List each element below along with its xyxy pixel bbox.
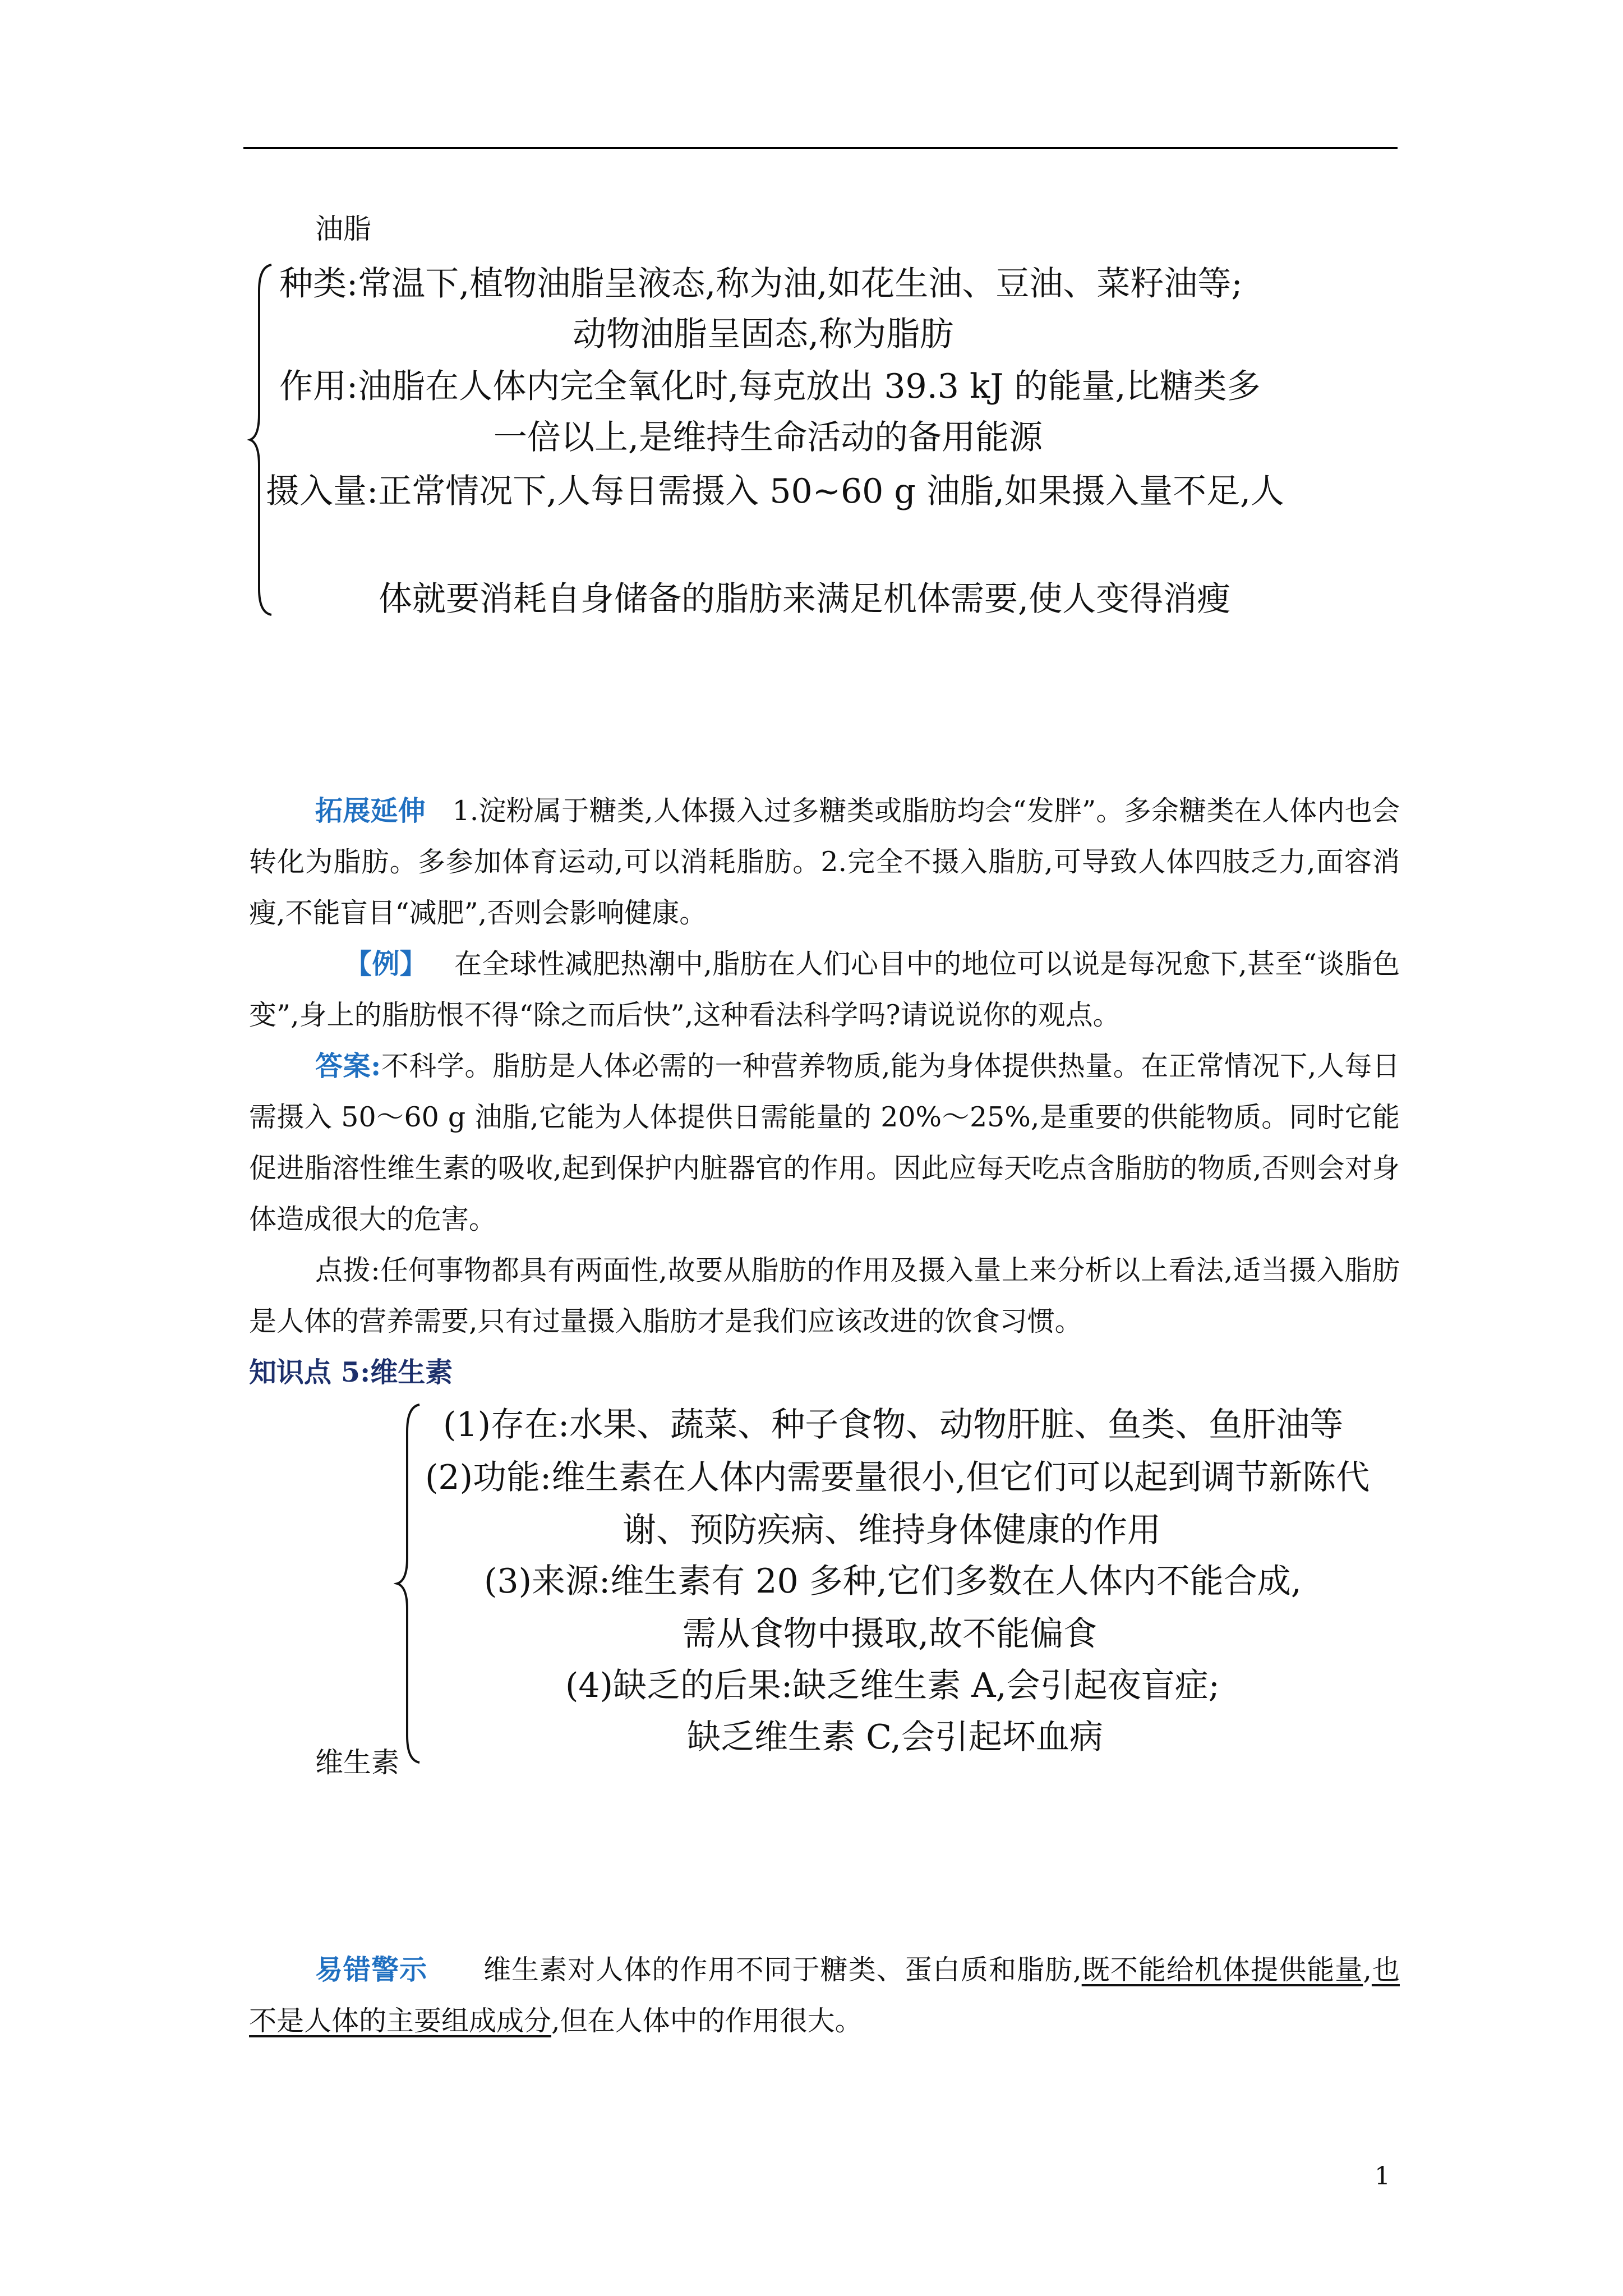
warning-paragraph	[249, 1944, 1400, 2046]
example-paragraph	[249, 938, 1400, 1041]
vitamin-line-function: (2)功能:维生素在人体内需要量很小,但它们可以起到调节新陈代	[425, 1458, 1370, 1497]
oil-line-kinds-2: 动物油脂呈固态,称为脂肪	[573, 315, 954, 354]
vitamin-heading: 维生素	[315, 1746, 399, 1779]
hint-paragraph: 点拨:任何事物都具有两面性,故要从脂肪的作用及摄入量上来分析以上看法,适当摄入脂肪是人体的营养需要,只有过量摄入脂肪才是我们应该改进的饮食习惯。	[249, 1254, 1400, 1337]
answer-label: 答案:	[315, 1050, 381, 1082]
page-number: 1	[1375, 2162, 1390, 2191]
extension-label: 拓展延伸	[315, 794, 426, 827]
vitamin-line-existence: (1)存在:水果、蔬菜、种子食物、动物肝脏、鱼类、鱼肝油等	[443, 1405, 1344, 1444]
header-rule	[243, 147, 1398, 149]
vitamin-line-source: (3)来源:维生素有 20 多种,它们多数在人体内不能合成,	[484, 1562, 1302, 1601]
vitamin-line-deficiency-2: 缺乏维生素 C,会引起坏血病	[687, 1718, 1103, 1757]
warning-underline-energy: 既不能给机体提供能量	[1081, 1954, 1363, 1986]
warning-text-before: 维生素对人体的作用不同于糖类、蛋白质和脂肪,	[483, 1954, 1082, 1986]
extension-paragraph	[249, 785, 1400, 938]
vitamin-brace	[394, 1402, 423, 1765]
extension-text: 1.淀粉属于糖类,人体摄入过多糖类或脂肪均会“发胖”。多余糖类在人体内也会转化为脂肪。多参加体育运动,可以消耗脂肪。2.完全不摄入脂肪,可导致人体四肢乏力,面容消瘦,不能盲目“减肥”,否则会影响健康。	[249, 795, 1400, 929]
answer-text: 不科学。脂肪是人体必需的一种营养物质,能为身体提供热量。在正常情况下,人每日需摄入 50～60 g 油脂,它能为人体提供日需能量的 20%～25%,是重要的供能物质。同时它能促进脂溶性维生素的吸收,起到保护内脏器官的作用。因此应每天吃点含脂肪的物质,否则会对身体造成很大的危害。	[249, 1050, 1400, 1235]
oil-brace	[247, 263, 275, 617]
answer-paragraph	[249, 1041, 1400, 1245]
oil-line-intake: 摄入量:正常情况下,人每日需摄入 50~60 g 油脂,如果摄入量不足,人	[266, 472, 1285, 511]
oil-line-function: 作用:油脂在人体内完全氧化时,每克放出 39.3 kJ 的能量,比糖类多	[279, 367, 1261, 406]
knowledge-point-5-title: 知识点 5:维生素	[249, 1356, 453, 1388]
text-body	[249, 785, 1400, 1398]
example-label: 【例】	[344, 947, 428, 980]
warning-text-after: ,但在人体中的作用很大。	[551, 2005, 863, 2037]
example-text: 在全球性减肥热潮中,脂肪在人们心目中的地位可以说是每况愈下,甚至“谈脂色变”,身上的脂肪恨不得“除之而后快”,这种看法科学吗?请说说你的观点。	[249, 948, 1400, 1031]
vitamin-line-function-2: 谢、预防疾病、维持身体健康的作用	[623, 1511, 1161, 1550]
oil-heading: 油脂	[315, 213, 371, 245]
warning-label: 易错警示	[315, 1953, 428, 1986]
oil-line-kinds: 种类:常温下,植物油脂呈液态,称为油,如花生油、豆油、菜籽油等;	[279, 264, 1243, 303]
warning-underline-component: 也不是人体的主要组成成分	[249, 1954, 1400, 2037]
vitamin-line-source-2: 需从食物中摄取,故不能偏食	[683, 1614, 1098, 1654]
oil-line-function-2: 一倍以上,是维持生命活动的备用能源	[494, 418, 1043, 457]
warning-comma: ,	[1363, 1954, 1372, 1986]
oil-line-intake-2: 体就要消耗自身储备的脂肪来满足机体需要,使人变得消瘦	[379, 579, 1231, 619]
vitamin-line-deficiency: (4)缺乏的后果:缺乏维生素 A,会引起夜盲症;	[565, 1666, 1220, 1705]
